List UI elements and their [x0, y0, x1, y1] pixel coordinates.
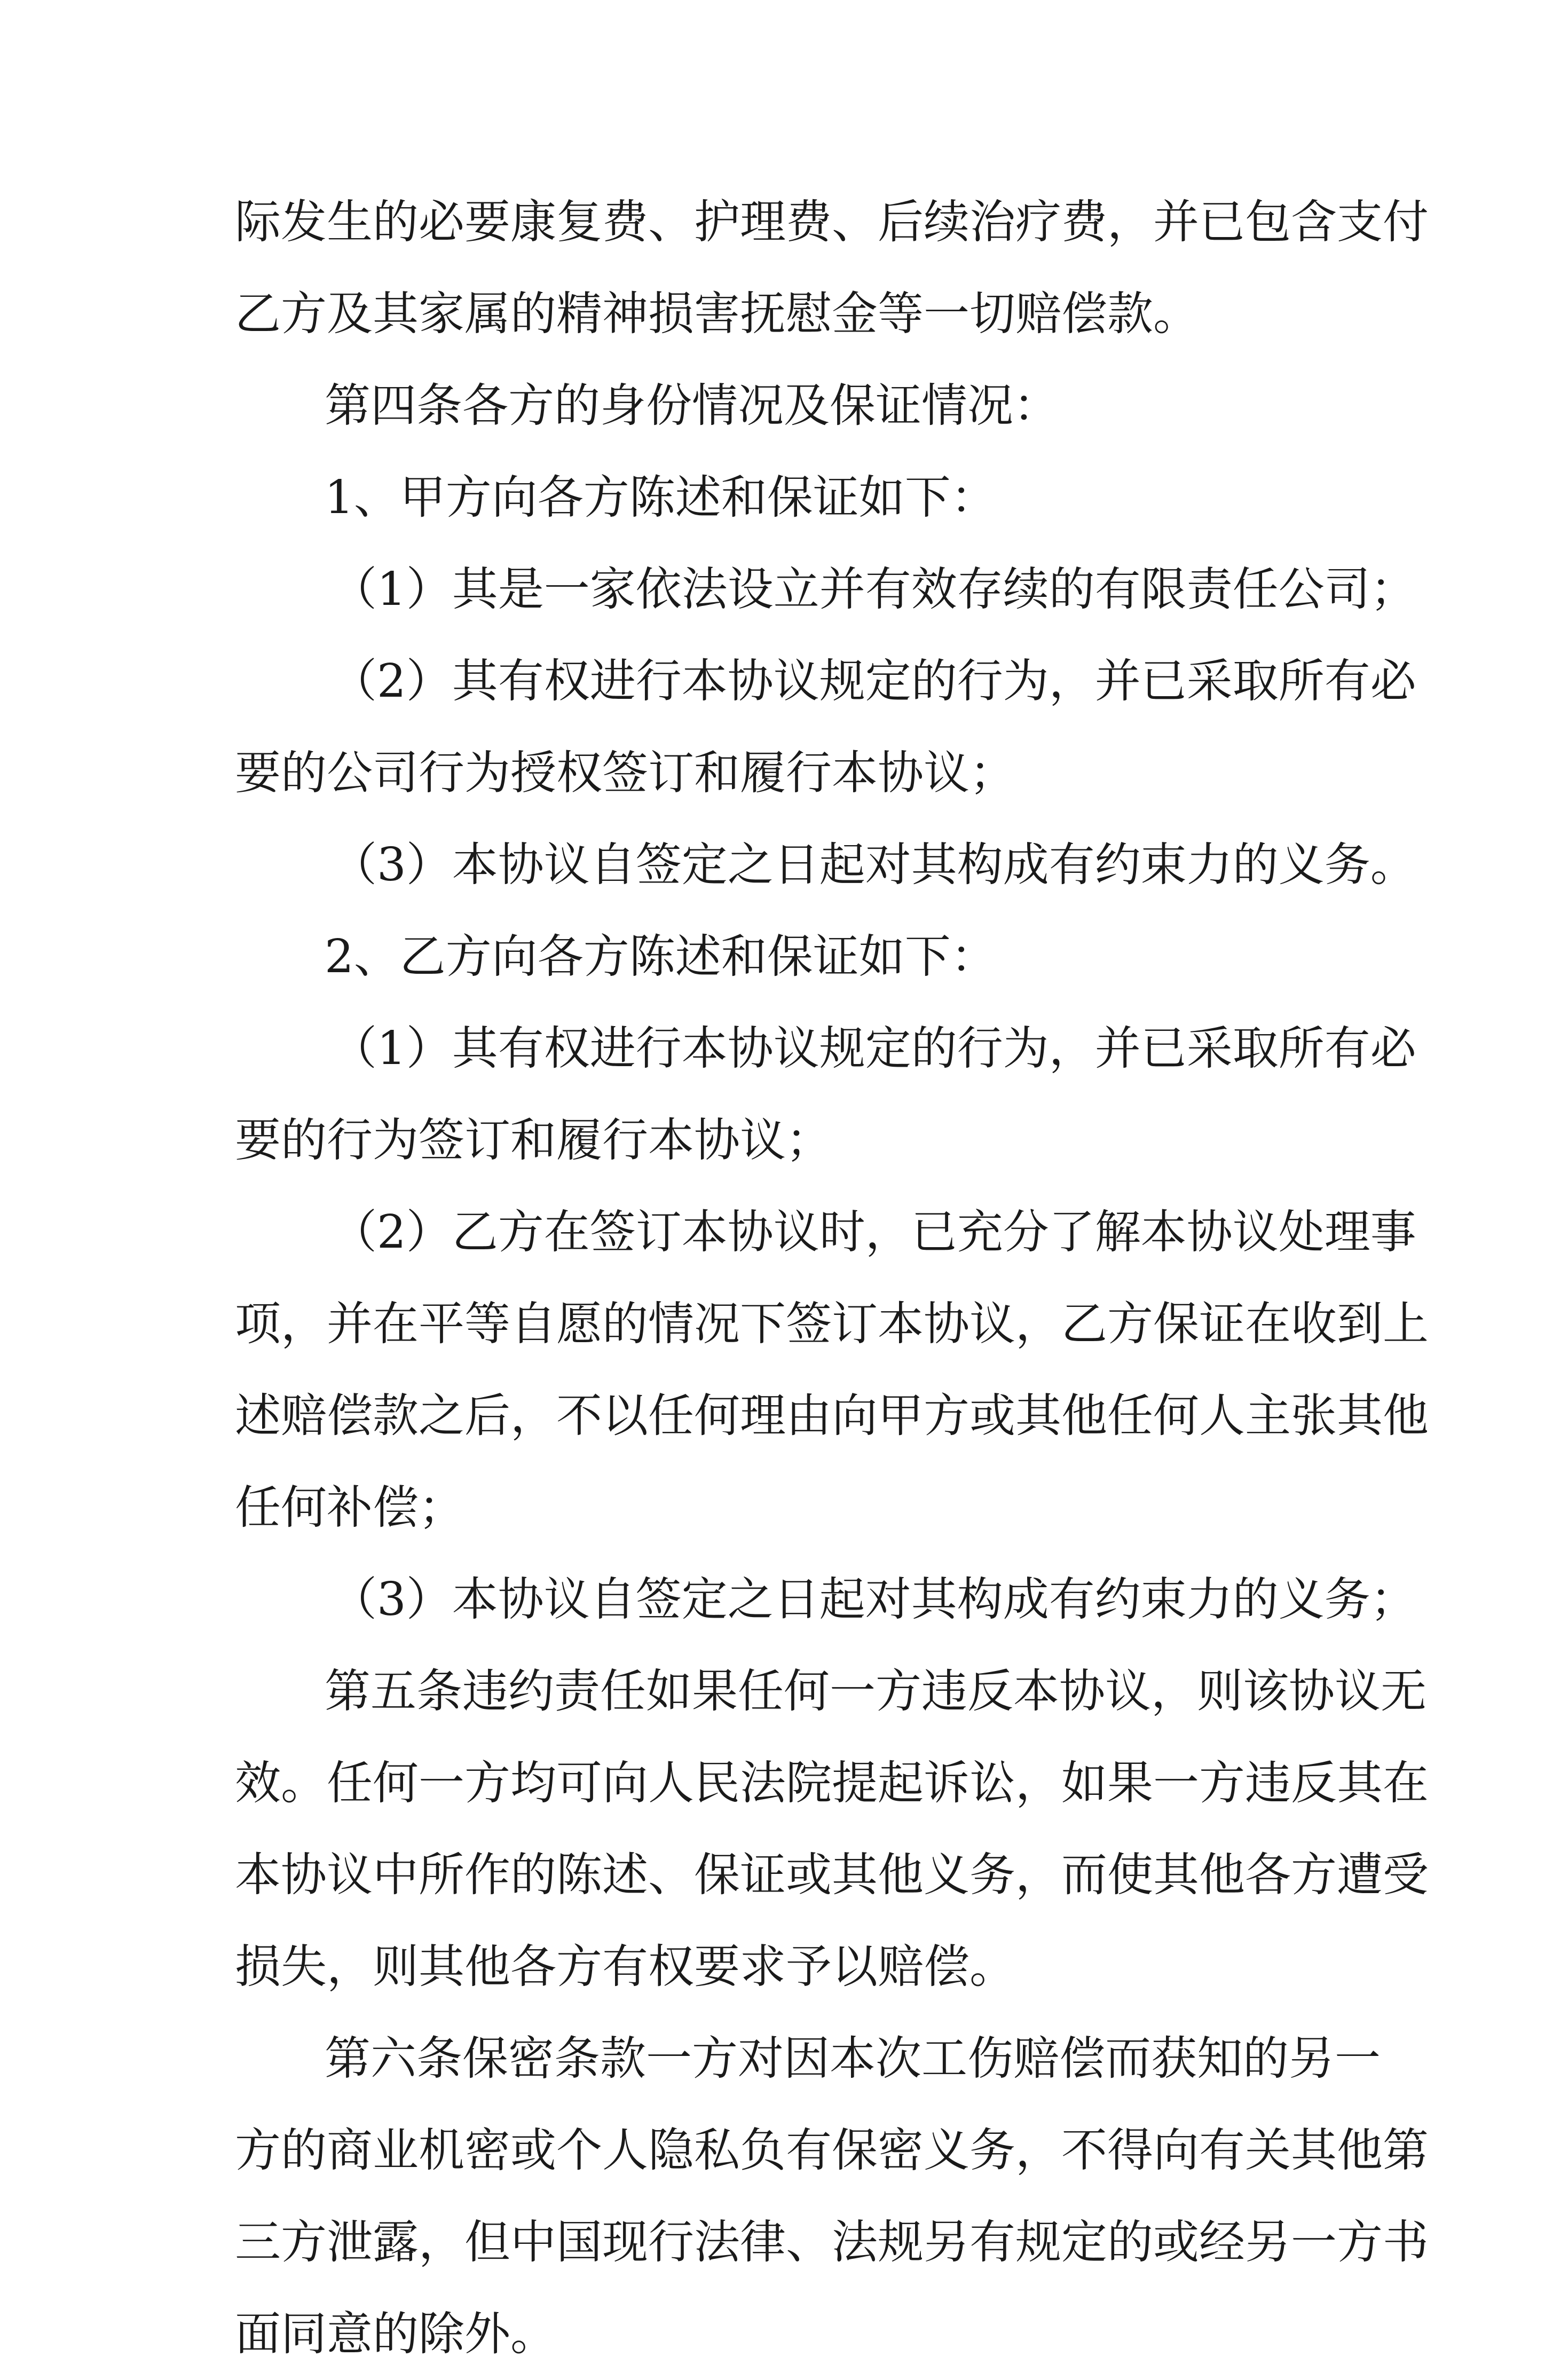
text-line: 任何补偿；	[235, 1481, 464, 1534]
text-line: 效。任何一方均可向人民法院提起诉讼，如果一方违反其在	[235, 1756, 1429, 1810]
text-line: 方的商业机密或个人隐私负有保密义务，不得向有关其他第	[235, 2124, 1429, 2177]
text-line: （1）其有权进行本协议规定的行为，并已采取所有必	[331, 1022, 1416, 1075]
document-page	[235, 176, 1429, 2380]
text-line: （1）其是一家依法设立并有效存续的有限责任公司；	[331, 563, 1416, 616]
text-line: 述赔偿款之后，不以任何理由向甲方或其他任何人主张其他	[235, 1389, 1429, 1443]
text-line: （2）乙方在签订本协议时，已充分了解本协议处理事	[331, 1205, 1416, 1259]
text-line: （3）本协议自签定之日起对其构成有约束力的义务。	[331, 838, 1416, 892]
article-4-heading: 第四条各方的身份情况及保证情况：	[325, 379, 1059, 432]
text-line: 面同意的除外。	[235, 2307, 556, 2361]
text-line: 损失，则其他各方有权要求予以赔偿。	[235, 1940, 1015, 1993]
party-a-heading: 1、甲方向各方陈述和保证如下：	[325, 471, 997, 524]
text-line: 际发生的必要康复费、护理费、后续治疗费，并已包含支付	[235, 195, 1429, 249]
text-line: 要的公司行为授权签订和履行本协议；	[235, 746, 1015, 800]
article-5-heading: 第五条违约责任如果任何一方违反本协议，则该协议无	[325, 1665, 1426, 1718]
text-line: 乙方及其家属的精神损害抚慰金等一切赔偿款。	[235, 287, 1199, 341]
article-6-heading: 第六条保密条款一方对因本次工伤赔偿而获知的另一	[325, 2032, 1381, 2085]
text-line: （3）本协议自签定之日起对其构成有约束力的义务；	[331, 1573, 1416, 1626]
text-line: 本协议中所作的陈述、保证或其他义务，而使其他各方遭受	[235, 1848, 1429, 1902]
text-line: 项，并在平等自愿的情况下签订本协议，乙方保证在收到上	[235, 1297, 1429, 1351]
party-b-heading: 2、乙方向各方陈述和保证如下：	[325, 930, 997, 983]
text-line: （2）其有权进行本协议规定的行为，并已采取所有必	[331, 655, 1416, 708]
text-line: 要的行为签订和履行本协议；	[235, 1114, 832, 1167]
text-line: 三方泄露，但中国现行法律、法规另有规定的或经另一方书	[235, 2216, 1429, 2269]
